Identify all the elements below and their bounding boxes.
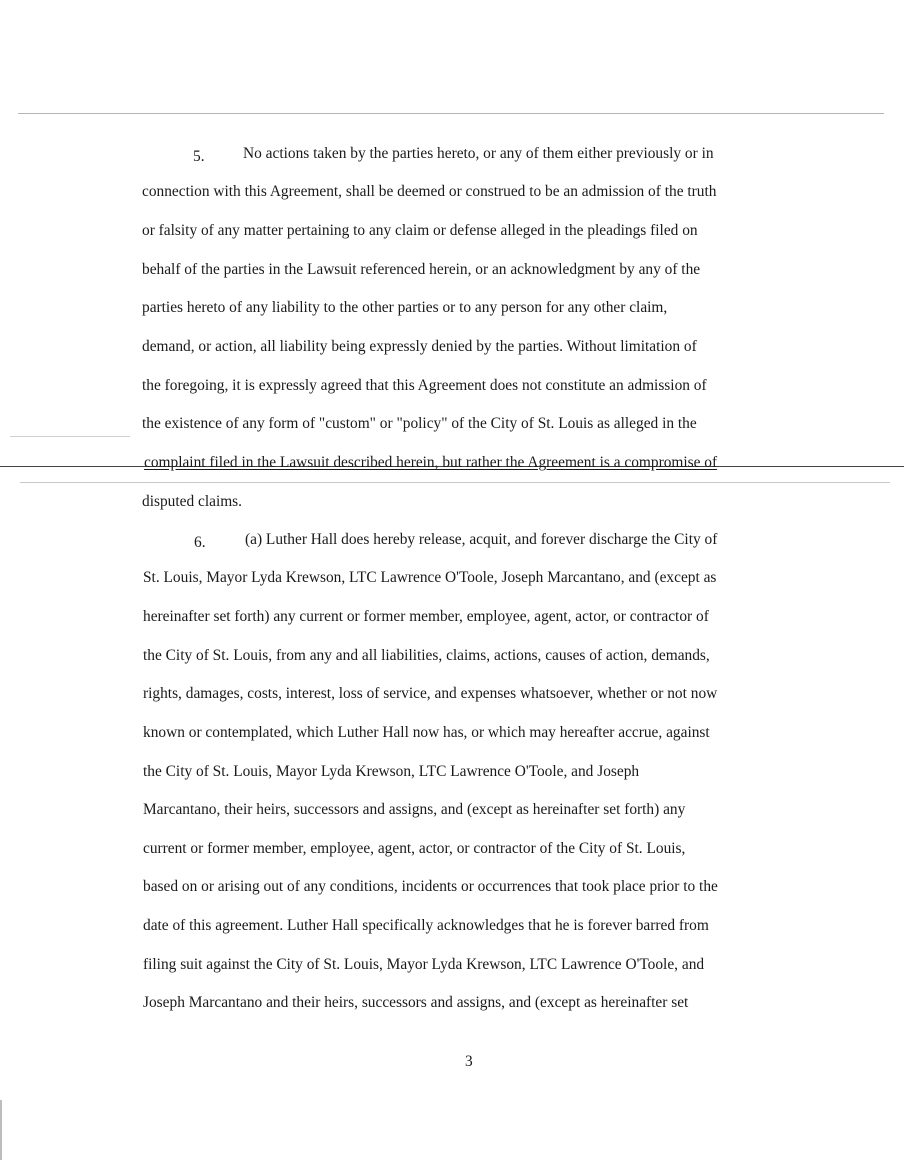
scan-line-mid-faint bbox=[20, 482, 890, 483]
paragraph-6-line-7: the City of St. Louis, Mayor Lyda Krewson, LTC Lawrence O'Toole, and Joseph bbox=[143, 763, 640, 780]
scan-edge-mark bbox=[0, 1100, 2, 1160]
paragraph-6-line-10: based on or arising out of any conditions, incidents or occurrences that took place prior to the bbox=[143, 878, 718, 895]
paragraph-6-line-8: Marcantano, their heirs, successors and assigns, and (except as hereinafter set forth) any bbox=[143, 801, 686, 818]
paragraph-5-line-3: or falsity of any matter pertaining to any claim or defense alleged in the pleadings filed on bbox=[142, 222, 698, 239]
paragraph-6-line-6: known or contemplated, which Luther Hall now has, or which may hereafter accrue, against bbox=[143, 724, 710, 741]
paragraph-6-line-5: rights, damages, costs, interest, loss of service, and expenses whatsoever, whether or not now bbox=[143, 685, 718, 702]
paragraph-6-line-3: hereinafter set forth) any current or former member, employee, agent, actor, or contractor of bbox=[143, 608, 709, 625]
paragraph-5-line-6: demand, or action, all liability being expressly denied by the parties. Without limitation of bbox=[142, 338, 697, 355]
paragraph-5-line-1: No actions taken by the parties hereto, or any of them either previously or in bbox=[243, 145, 714, 162]
paragraph-5-line-7: the foregoing, it is expressly agreed that this Agreement does not constitute an admission of bbox=[142, 377, 707, 394]
paragraph-5-line-2: connection with this Agreement, shall be deemed or construed to be an admission of the truth bbox=[142, 183, 717, 200]
paragraph-6-line-12: filing suit against the City of St. Louis, Mayor Lyda Krewson, LTC Lawrence O'Toole, and bbox=[143, 956, 705, 973]
paragraph-6-line-9: current or former member, employee, agent, actor, or contractor of the City of St. Louis, bbox=[143, 840, 686, 857]
paragraph-6-line-2: St. Louis, Mayor Lyda Krewson, LTC Lawrence O'Toole, Joseph Marcantano, and (except as bbox=[143, 569, 717, 586]
paragraph-6-line-4: the City of St. Louis, from any and all liabilities, claims, actions, causes of action, demands, bbox=[143, 647, 710, 664]
paragraph-6-line-1: (a) Luther Hall does hereby release, acquit, and forever discharge the City of bbox=[245, 531, 718, 548]
paragraph-5-line-5: parties hereto of any liability to the other parties or to any person for any other claim, bbox=[142, 299, 668, 316]
paragraph-6-line-11: date of this agreement. Luther Hall specifically acknowledges that he is forever barred from bbox=[143, 917, 709, 934]
paragraph-6-line-13: Joseph Marcantano and their heirs, successors and assigns, and (except as hereinafter set bbox=[143, 994, 689, 1011]
paragraph-5-number: 5. bbox=[193, 148, 205, 165]
scan-line-faint-2 bbox=[10, 436, 130, 437]
paragraph-5-line-8: the existence of any form of "custom" or "policy" of the City of St. Louis as alleged in the bbox=[142, 415, 697, 432]
paragraph-5-line-4: behalf of the parties in the Lawsuit referenced herein, or an acknowledgment by any of the bbox=[142, 261, 701, 278]
page-number: 3 bbox=[465, 1053, 473, 1070]
paragraph-6-number: 6. bbox=[194, 534, 206, 551]
paragraph-5-line-9: complaint filed in the Lawsuit described herein, but rather the Agreement is a compromise of bbox=[144, 454, 718, 471]
paragraph-5-line-10: disputed claims. bbox=[142, 493, 243, 510]
scan-line-top bbox=[18, 113, 884, 114]
